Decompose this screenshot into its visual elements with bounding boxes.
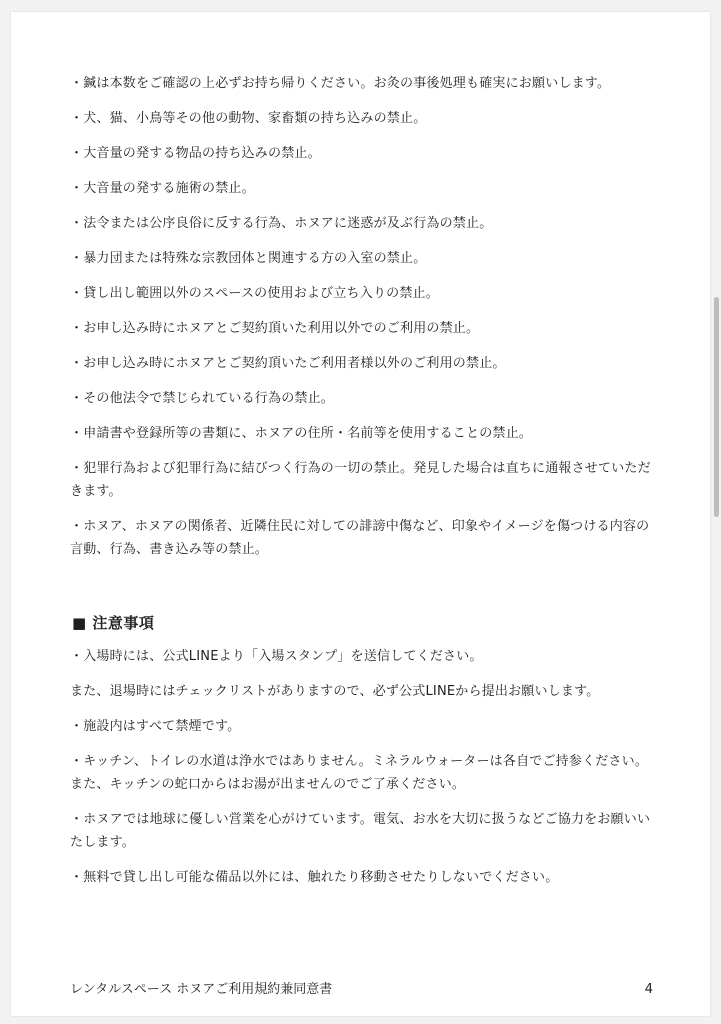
page-content: [70, 72, 656, 901]
prohibition-item-6: ・暴力団または特殊な宗教団体と関連する方の入室の禁止。: [70, 251, 427, 266]
note-item-4: ・キッチン、トイレの水道は浄水ではありません。ミネラルウォーターは各自でご持参ください。また、キッチンの蛇口からはお湯が出ませんのでご了承ください。: [70, 754, 649, 792]
footer-title: レンタルスペース ホヌアご利用規約兼同意書: [70, 982, 333, 997]
prohibition-item-10: ・その他法令で禁じられている行為の禁止。: [70, 391, 335, 406]
prohibition-item-8: ・お申し込み時にホヌアとご契約頂いた利用以外でのご利用の禁止。: [70, 321, 480, 336]
note-item-5: ・ホヌアでは地球に優しい営業を心がけています。電気、お水を大切に扱うなどご協力をお願いいたします。: [70, 812, 651, 850]
prohibition-item-5: ・法令または公序良俗に反する行為、ホヌアに迷惑が及ぶ行為の禁止。: [70, 216, 493, 231]
note-item-1: ・入場時には、公式LINEより「入場スタンプ」を送信してください。: [70, 649, 483, 664]
vertical-scrollbar[interactable]: [714, 297, 719, 517]
prohibition-item-12: ・犯罪行為および犯罪行為に結びつく行為の一切の禁止。発見した場合は直ちに通報させていただきます。: [70, 461, 651, 499]
page-number: 4: [644, 982, 653, 997]
page-footer: [70, 980, 653, 1000]
note-item-3: ・施設内はすべて禁煙です。: [70, 719, 241, 734]
prohibition-item-9: ・お申し込み時にホヌアとご契約頂いたご利用者様以外のご利用の禁止。: [70, 356, 506, 371]
document-page: [11, 12, 710, 1016]
prohibition-item-4: ・大音量の発する施術の禁止。: [70, 181, 255, 196]
prohibition-item-3: ・大音量の発する物品の持ち込みの禁止。: [70, 146, 321, 161]
note-item-2: また、退場時にはチェックリストがありますので、必ず公式LINEから提出お願いします。: [70, 684, 600, 699]
notes-section-title: ■ 注意事項: [72, 614, 155, 632]
prohibition-item-1: ・鍼は本数をご確認の上必ずお持ち帰りください。お灸の事後処理も確実にお願いします。: [70, 76, 611, 91]
prohibition-item-2: ・犬、猫、小鳥等その他の動物、家畜類の持ち込みの禁止。: [70, 111, 427, 126]
prohibition-item-13: ・ホヌア、ホヌアの関係者、近隣住民に対しての誹謗中傷など、印象やイメージを傷つける内容の言動、行為、書き込み等の禁止。: [70, 519, 650, 557]
prohibition-item-7: ・貸し出し範囲以外のスペースの使用および立ち入りの禁止。: [70, 286, 439, 301]
prohibition-item-11: ・申請書や登録所等の書類に、ホヌアの住所・名前等を使用することの禁止。: [70, 426, 533, 441]
note-item-6: ・無料で貸し出し可能な備品以外には、触れたり移動させたりしないでください。: [70, 870, 559, 885]
